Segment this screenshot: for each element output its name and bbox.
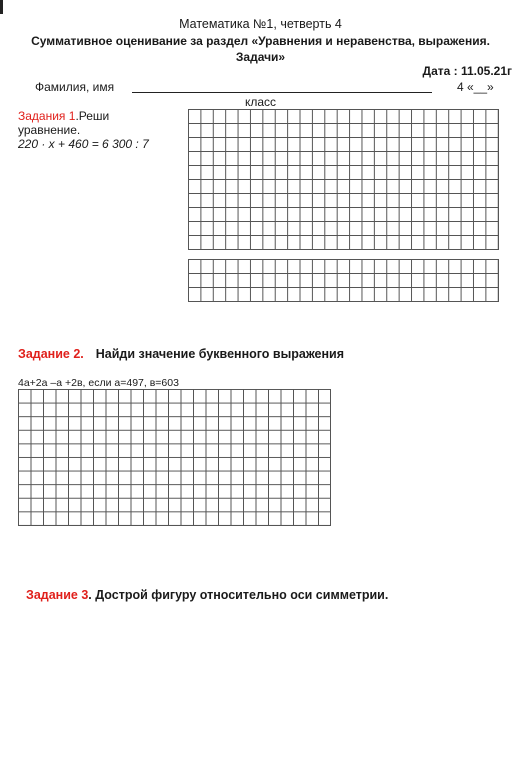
task2-heading	[18, 347, 344, 361]
document-title: Математика №1, четверть 4	[179, 17, 342, 31]
task1-number: Задания 1	[18, 109, 76, 123]
task2-answer-grid[interactable]	[18, 389, 331, 526]
class-number: 4 «__»	[457, 80, 494, 94]
task1-instruction-a: .Реши	[75, 109, 110, 123]
task1-answer-grid[interactable]	[188, 109, 499, 250]
document-subtitle-continued: Задачи»	[235, 50, 286, 64]
task1-equation: 220 · х + 460 = 6 300 : 7	[18, 137, 149, 151]
document-subtitle: Суммативное оценивание за раздел «Уравнения и неравенства, выражения.	[31, 34, 490, 48]
date-label: Дата : 11.05.21г	[422, 64, 512, 78]
name-fill-line[interactable]	[132, 92, 432, 93]
task2-instruction: Найди значение буквенного выражения	[95, 347, 345, 361]
task1-block	[18, 109, 178, 151]
name-label: Фамилия, имя	[35, 80, 115, 94]
page-edge-mark	[0, 0, 3, 14]
task3-instruction: . Дострой фигуру относительно оси симметрии.	[88, 588, 389, 602]
task3-number: Задание 3	[26, 588, 89, 602]
task1-answer-grid-lower[interactable]	[188, 259, 499, 302]
task2-number: Задание 2.	[18, 347, 84, 361]
class-label: класс	[245, 95, 277, 109]
task2-expression: 4а+2а –а +2в, если а=497, в=603	[18, 377, 179, 389]
task1-instruction-b: уравнение.	[18, 123, 81, 137]
task3-heading	[26, 588, 388, 602]
